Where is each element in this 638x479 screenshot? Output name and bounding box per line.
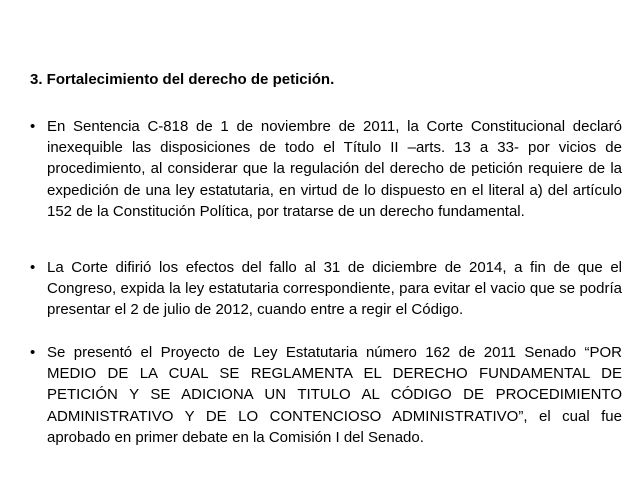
bullet-text: En Sentencia C-818 de 1 de noviembre de 2011, la Corte Constitucional declaró inexequible las disposiciones de todo el Título II –arts. 13 a 33- por vicios de procedimiento, al considerar que la regulación del derecho de petición requiere de la expedición de una ley estatutaria, en virtud de lo dispuesto en el literal a) del artículo 152 de la Constitución Política, por tratarse de un derecho fundamental.: [47, 118, 622, 220]
bullet-text: La Corte difirió los efectos del fallo al 31 de diciembre de 2014, a fin de que el Congreso, expida la ley estatutaria correspondiente, para evitar el vacio que se podría presentar el 2 de julio de 2012, cuando entre a regir el Código.: [47, 259, 622, 319]
section-heading: 3. Fortalecimiento del derecho de petición.: [30, 71, 335, 88]
bullet-icon: •: [30, 344, 36, 361]
bullet-text: Se presentó el Proyecto de Ley Estatutaria número 162 de 2011 Senado “POR MEDIO DE LA CUAL SE REGLAMENTA EL DERECHO FUNDAMENTAL DE PETICIÓN Y SE ADICIONA UN TITULO AL CÓDIGO DE PROCEDIMIENTO ADMINISTRATIVO Y DE LO CONTENCIOSO ADMINISTRATIVO”, el cual fue aprobado en primer debate en la Comisión I del Senado.: [47, 344, 622, 446]
bullet-icon: •: [30, 259, 36, 276]
bullet-icon: •: [30, 118, 36, 135]
